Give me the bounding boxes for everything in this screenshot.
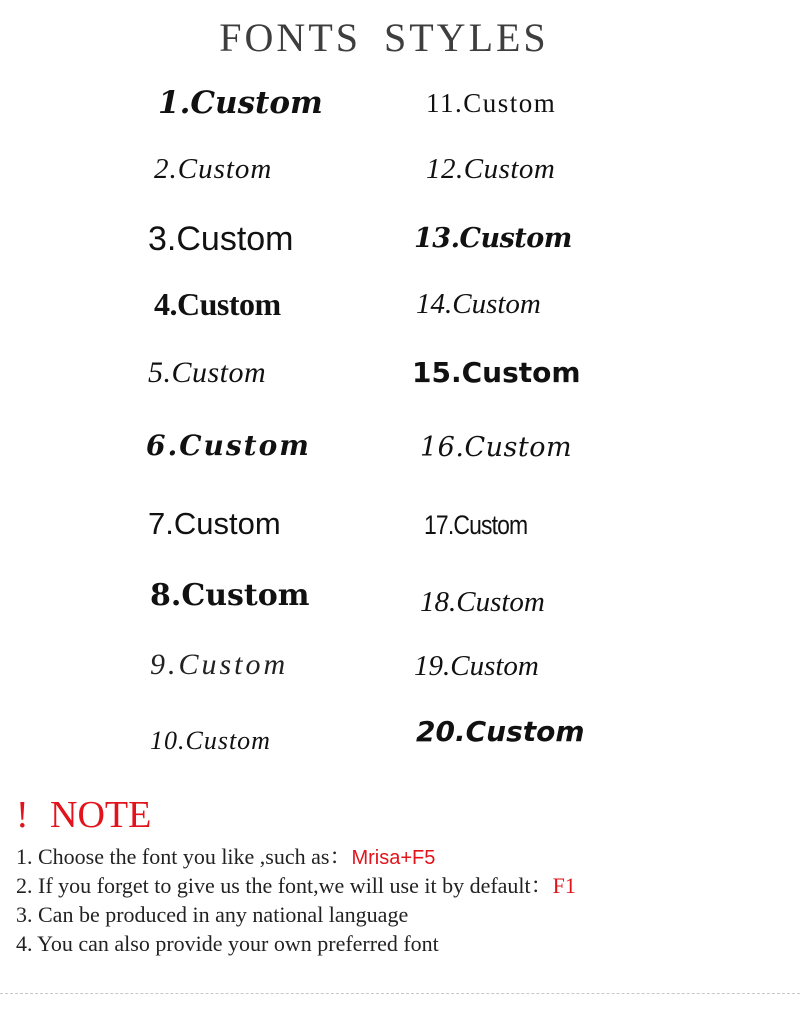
note-line-2 xyxy=(16,875,576,897)
font-sample-12: 12.Custom xyxy=(426,153,556,185)
font-sample-9: 9.Custom xyxy=(150,648,289,681)
exclamation-icon: ! xyxy=(16,794,29,836)
font-sample-16: 16.Custom xyxy=(420,432,573,463)
font-sample-8: 8.Custom xyxy=(150,578,310,613)
bottom-divider xyxy=(0,993,800,994)
font-sample-5: 5.Custom xyxy=(148,356,267,389)
page-title: FONTS STYLES xyxy=(219,15,549,60)
font-sample-13: 13.Custom xyxy=(414,223,572,254)
font-sample-6: 6.Custom xyxy=(146,429,311,462)
note-heading xyxy=(16,796,151,834)
note-line-1 xyxy=(16,846,435,868)
font-sample-7: 7.Custom xyxy=(148,506,281,541)
note-line-text: 3. Can be produced in any national language xyxy=(16,902,409,927)
font-sample-20: 20.Custom xyxy=(416,715,585,748)
note-line-4 xyxy=(16,933,439,955)
font-sample-10: 10.Custom xyxy=(150,726,271,755)
font-sample-2: 2.Custom xyxy=(154,153,273,185)
font-sample-1: 1.Custom xyxy=(158,85,323,121)
font-sample-14: 14.Custom xyxy=(416,288,541,320)
font-sample-19: 19.Custom xyxy=(414,650,539,682)
font-sample-18: 18.Custom xyxy=(420,586,545,618)
note-example-font: Mrisa+F5 xyxy=(351,847,436,869)
font-sample-15: 15.Custom xyxy=(412,356,581,389)
note-line-text: 4. You can also provide your own preferred font xyxy=(16,931,439,956)
font-sample-17: 17.Custom xyxy=(424,510,528,540)
note-line-text: 1. Choose the font you like ,such as： xyxy=(16,844,352,869)
font-sample-3: 3.Custom xyxy=(148,220,294,258)
note-title: NOTE xyxy=(50,794,152,836)
font-sample-11: 11.Custom xyxy=(426,88,557,118)
note-line-text: 2. If you forget to give us the font,we will use it by default： xyxy=(16,873,553,898)
font-sample-4: 4.Custom xyxy=(154,286,281,322)
note-default-font: F1 xyxy=(552,873,576,898)
note-line-3 xyxy=(16,904,408,926)
